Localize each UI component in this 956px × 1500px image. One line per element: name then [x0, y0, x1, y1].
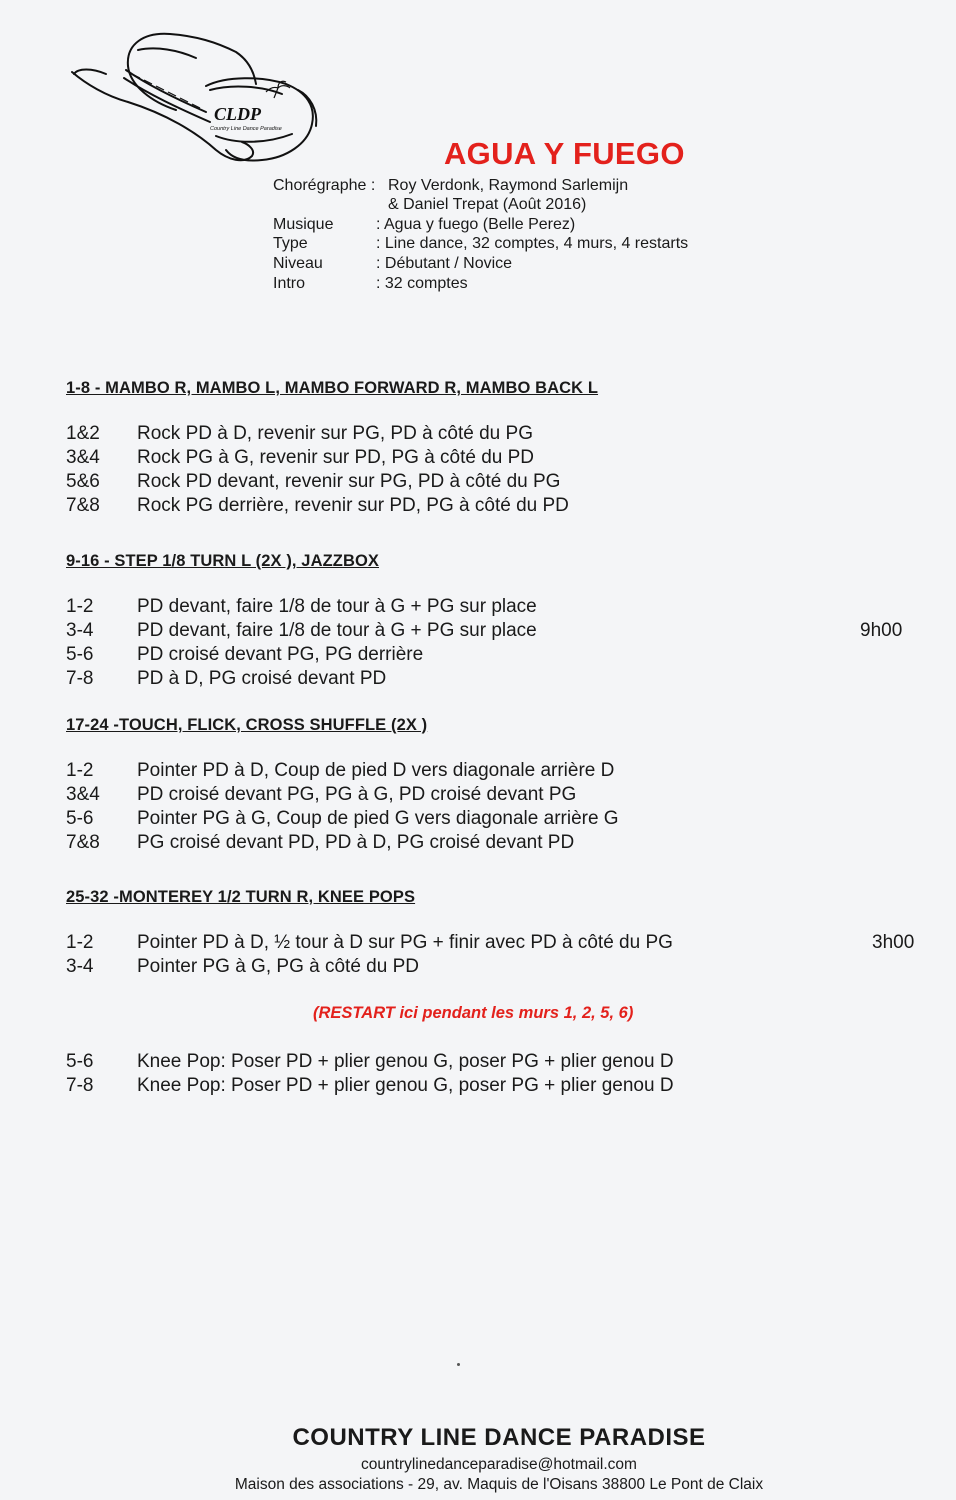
step-count: 3-4	[66, 620, 94, 641]
step-count: 7&8	[66, 495, 100, 516]
step-description: Rock PG derrière, revenir sur PD, PG à côté du PD	[137, 495, 569, 516]
step-row	[0, 784, 956, 808]
page-title: AGUA Y FUEGO	[444, 136, 685, 171]
step-count: 5&6	[66, 471, 100, 492]
choreographer-value-2: & Daniel Trepat (Août 2016)	[388, 196, 587, 213]
step-description: Knee Pop: Poser PD + plier genou G, poser PG + plier genou D	[137, 1051, 674, 1072]
step-description: PD devant, faire 1/8 de tour à G + PG sur place	[137, 596, 537, 617]
level-label: Niveau	[273, 255, 323, 272]
intro-value: : 32 comptes	[376, 275, 468, 292]
type-value: : Line dance, 32 comptes, 4 murs, 4 restarts	[376, 235, 689, 252]
dance-info	[0, 176, 956, 296]
step-description: Pointer PD à D, Coup de pied D vers diagonale arrière D	[137, 760, 615, 781]
section-title: 17-24 -TOUCH, FLICK, CROSS SHUFFLE (2X )	[66, 716, 428, 734]
step-count: 1-2	[66, 932, 94, 953]
section-title: 9-16 - STEP 1/8 TURN L (2X ), JAZZBOX	[66, 552, 379, 570]
footer-email: countrylinedanceparadise@hotmail.com	[361, 1456, 637, 1473]
type-label: Type	[273, 235, 308, 252]
step-description: Rock PD à D, revenir sur PG, PD à côté du PG	[137, 423, 533, 444]
step-row	[0, 423, 956, 447]
step-count: 5-6	[66, 808, 94, 829]
restart-note: (RESTART ici pendant les murs 1, 2, 5, 6)	[313, 1004, 634, 1022]
step-row	[0, 596, 956, 620]
step-count: 7-8	[66, 1075, 94, 1096]
wall-orientation: 9h00	[860, 620, 903, 641]
footer-address: Maison des associations - 29, av. Maquis de l'Oisans 38800 Le Pont de Claix	[234, 1476, 764, 1493]
logo-text: CLDP	[214, 104, 261, 124]
step-count: 7-8	[66, 668, 94, 689]
cowboy-hat-logo-icon	[66, 26, 324, 170]
step-row	[0, 1051, 956, 1075]
music-value: : Agua y fuego (Belle Perez)	[376, 216, 576, 233]
step-row	[0, 620, 956, 644]
footer-club-name: COUNTRY LINE DANCE PARADISE	[292, 1424, 706, 1451]
step-row	[0, 447, 956, 471]
step-count: 3-4	[66, 956, 94, 977]
step-row	[0, 644, 956, 668]
intro-label: Intro	[273, 275, 306, 292]
step-count: 1&2	[66, 423, 100, 444]
step-count: 5-6	[66, 1051, 94, 1072]
choreographer-label: Chorégraphe :	[273, 177, 376, 194]
level-value: : Débutant / Novice	[376, 255, 513, 272]
step-row	[0, 932, 956, 956]
step-description: Pointer PG à G, Coup de pied G vers diagonale arrière G	[137, 808, 619, 829]
step-count: 3&4	[66, 784, 100, 805]
step-description: PD à D, PG croisé devant PD	[137, 668, 387, 689]
wall-orientation: 3h00	[872, 932, 915, 953]
step-description: PD croisé devant PG, PG derrière	[137, 644, 424, 665]
step-count: 7&8	[66, 832, 100, 853]
music-label: Musique	[273, 216, 334, 233]
step-row	[0, 808, 956, 832]
step-description: Rock PD devant, revenir sur PG, PD à côté du PG	[137, 471, 561, 492]
step-row	[0, 760, 956, 784]
step-count: 3&4	[66, 447, 100, 468]
step-description: Rock PG à G, revenir sur PD, PG à côté du PD	[137, 447, 535, 468]
step-row	[0, 495, 956, 519]
step-row	[0, 832, 956, 856]
logo-subtext: Country Line Dance Paradise	[210, 126, 282, 132]
section-title: 1-8 - MAMBO R, MAMBO L, MAMBO FORWARD R, MAMBO BACK L	[66, 379, 599, 397]
step-row	[0, 471, 956, 495]
step-description: PD devant, faire 1/8 de tour à G + PG sur place	[137, 620, 537, 641]
section-title: 25-32 -MONTEREY 1/2 TURN R, KNEE POPS	[66, 888, 416, 906]
step-description: Pointer PD à D, ½ tour à D sur PG + finir avec PD à côté du PG	[137, 932, 673, 953]
step-description: Knee Pop: Poser PD + plier genou G, poser PG + plier genou D	[137, 1075, 674, 1096]
step-row	[0, 1075, 956, 1099]
step-description: Pointer PG à G, PG à côté du PD	[137, 956, 419, 977]
step-description: PD croisé devant PG, PG à G, PD croisé devant PG	[137, 784, 577, 805]
step-count: 5-6	[66, 644, 94, 665]
step-count: 1-2	[66, 596, 94, 617]
step-description: PG croisé devant PD, PD à D, PG croisé devant PD	[137, 832, 575, 853]
scan-speck	[457, 1363, 460, 1366]
step-row	[0, 668, 956, 692]
step-count: 1-2	[66, 760, 94, 781]
choreographer-value: Roy Verdonk, Raymond Sarlemijn	[388, 177, 629, 194]
step-row	[0, 956, 956, 980]
